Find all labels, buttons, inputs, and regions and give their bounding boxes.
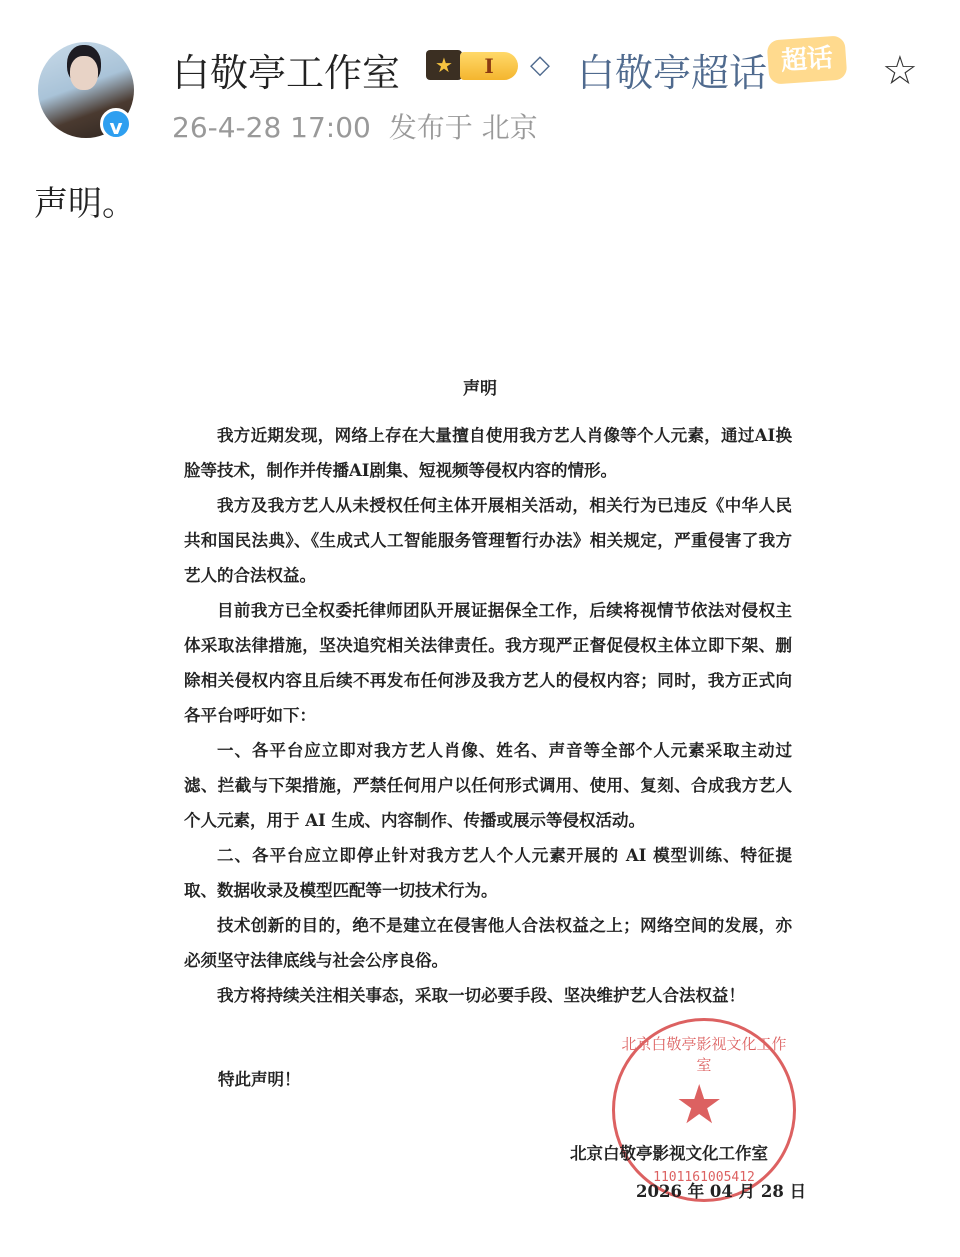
seal-number: 1101161005412	[653, 1170, 755, 1185]
level-badge[interactable]: I	[460, 52, 518, 80]
timestamp: 26-4-28 17:00	[172, 111, 371, 144]
doc-body	[184, 418, 792, 1013]
seal-star-icon: ★	[675, 1073, 724, 1136]
company-seal	[612, 1018, 796, 1202]
author-name[interactable]: 白敬亭工作室	[172, 51, 401, 95]
post-meta	[172, 106, 538, 146]
location: 发布于 北京	[388, 111, 538, 144]
doc-paragraph: 二、各平台应立即停止针对我方艺人个人元素开展的 AI 模型训练、特征提取、数据收录及模型匹配等一切技术行为。	[184, 846, 792, 900]
doc-paragraph: 一、各平台应立即对我方艺人肖像、姓名、声音等全部个人元素采取主动过滤、拦截与下架措施，严禁任何用户以任何形式调用、使用、复刻、合成我方艺人个人元素，用于 AI 生成、内容制作、传播或展示等侵权活动。	[184, 741, 792, 830]
doc-title: 声明	[463, 379, 497, 399]
doc-paragraph: 我方近期发现，网络上存在大量擅自使用我方艺人肖像等个人元素，通过AI换脸等技术，制作并传播AI剧集、短视频等侵权内容的情形。	[184, 426, 792, 480]
post-text: 声明。	[34, 184, 136, 224]
avatar-head	[70, 56, 98, 90]
diamond-icon: ◇	[530, 50, 550, 80]
verified-icon: v	[100, 108, 132, 140]
doc-date: 2026 年 04 月 28 日	[636, 1182, 807, 1201]
favorite-star-icon[interactable]: ☆	[882, 48, 918, 94]
super-topic-link[interactable]: 白敬亭超话	[577, 51, 768, 95]
doc-paragraph: 我方将持续关注相关事态，采取一切必要手段、坚决维护艺人合法权益！	[217, 986, 745, 1005]
super-topic-badge[interactable]: 超话	[767, 35, 848, 84]
doc-paragraph: 技术创新的目的，绝不是建立在侵害他人合法权益之上；网络空间的发展，亦必须坚守法律底线与社会公序良俗。	[184, 916, 792, 970]
crown-icon: ★	[426, 50, 462, 80]
doc-closing: 特此声明！	[218, 1070, 301, 1089]
seal-name: 北京白敬亭影视文化工作室	[621, 1035, 787, 1074]
doc-paragraph: 我方及我方艺人从未授权任何主体开展相关活动，相关行为已违反《中华人民共和国民法典》、《生成式人工智能服务管理暂行办法》相关规定，严重侵害了我方艺人的合法权益。	[184, 496, 792, 585]
doc-paragraph: 目前我方已全权委托律师团队开展证据保全工作，后续将视情节依法对侵权主体采取法律措施，坚决追究相关法律责任。我方现严正督促侵权主体立即下架、删除相关侵权内容且后续不再发布任何涉及我方艺人的侵权内容；同时，我方正式向各平台呼吁如下：	[184, 601, 792, 725]
statement-image[interactable]	[0, 340, 960, 1257]
doc-signature: 北京白敬亭影视文化工作室	[570, 1144, 768, 1163]
